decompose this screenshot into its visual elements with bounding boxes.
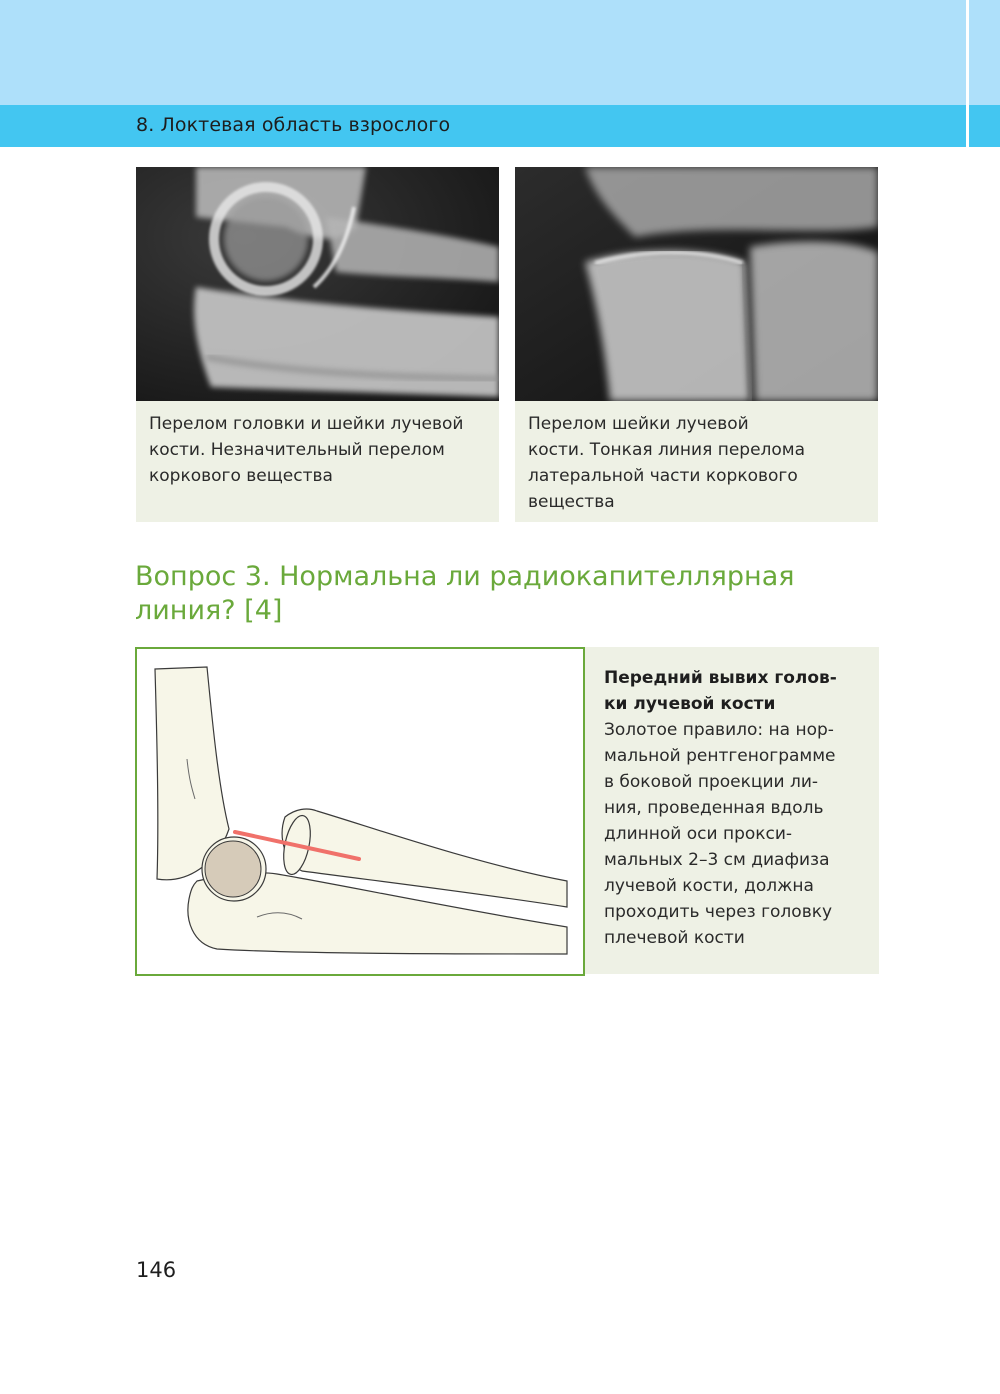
figure-2 <box>515 167 878 522</box>
xray-radial-neck-image <box>515 167 878 401</box>
figure-1 <box>136 167 499 522</box>
figure-1-caption: Перелом головки и шейки лучевой кости. Незначительный перелом коркового вещества <box>149 414 464 486</box>
page-number: 146 <box>136 1258 177 1282</box>
elbow-radiocapitellar-diagram <box>137 649 583 974</box>
question-heading: Вопрос 3. Нормальна ли радиокапителлярная линия? [4] <box>135 561 795 626</box>
info-box <box>585 647 879 974</box>
page-edge-line <box>966 0 969 147</box>
header-top-band <box>0 0 1000 105</box>
elbow-diagram-frame <box>135 647 585 976</box>
figure-2-caption: Перелом шейки лучевой кости. Тонкая линия перелома латеральной части коркового вещества <box>528 414 806 512</box>
chapter-title: 8. Локтевая область взрослого <box>136 114 451 136</box>
info-box-text: Передний вывих голов- ки лучевой кости Золотое правило: на нор- мальной рентгенограмме в боковой проекции ли- ния, проведенная вдоль длинной оси прокси- мальных 2–3 см диафиза лучевой кости, должна проходить через головку плечевой кости <box>604 668 837 948</box>
xray-elbow-lateral-image <box>136 167 499 401</box>
